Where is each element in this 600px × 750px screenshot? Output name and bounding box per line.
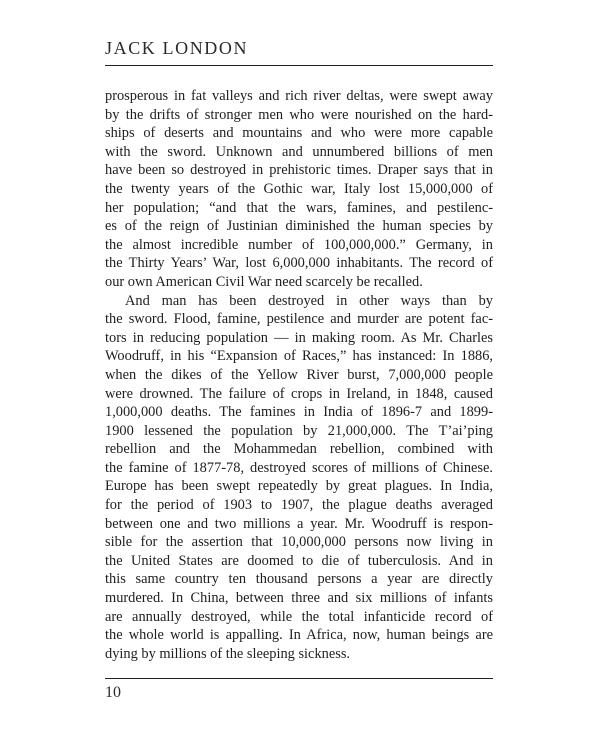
text-line: when the dikes of the Yellow River burst, 7,000,000 people xyxy=(105,366,493,383)
text-line: have been so destroyed in prehistoric times. Draper says that in xyxy=(105,162,493,179)
text-line: by the drifts of stronger men who were nourished on the hard- xyxy=(105,106,493,123)
body-text xyxy=(105,87,493,663)
text-line: Woodruff, in his “Expansion of Races,” has instanced: In 1886, xyxy=(105,348,493,365)
text-line: are annually destroyed, while the total infanticide record of xyxy=(105,608,493,625)
text-line: Europe has been swept repeatedly by great plagues. In India, xyxy=(105,478,493,495)
text-line: were drowned. The failure of crops in Ireland, in 1848, caused xyxy=(105,385,493,402)
text-line: the Thirty Years’ War, lost 6,000,000 inhabitants. The record of xyxy=(105,255,493,272)
text-line: the almost incredible number of 100,000,000.” Germany, in xyxy=(105,236,493,253)
text-line: murdered. In China, between three and six millions of infants xyxy=(105,590,493,607)
text-line: ships of deserts and mountains and who were more capable xyxy=(105,125,493,142)
text-line: the twenty years of the Gothic war, Italy lost 15,000,000 of xyxy=(105,180,493,197)
text-line: her population; “and that the wars, famines, and pestilenc- xyxy=(105,199,493,216)
paragraph-end-line: dying by millions of the sleeping sickness. xyxy=(105,645,351,662)
text-line: the whole world is appalling. In Africa, now, human beings are xyxy=(105,627,493,644)
text-line: sible for the assertion that 10,000,000 persons now living in xyxy=(105,534,493,551)
header-rule xyxy=(105,65,493,66)
text-line: prosperous in fat valleys and rich river deltas, were swept away xyxy=(105,88,493,104)
paragraph-first-line: And man has been destroyed in other ways than by xyxy=(125,292,493,309)
text-line: the sword. Flood, famine, pestilence and murder are potent fac- xyxy=(105,311,493,328)
footer-rule xyxy=(105,678,493,679)
text-line: tors in reducing population — in making room. As Mr. Charles xyxy=(105,329,493,346)
text-line: 1900 lessened the population by 21,000,000. The T’ai’ping xyxy=(105,422,493,439)
text-line: with the sword. Unknown and unnumbered billions of men xyxy=(105,143,493,160)
text-line: the famine of 1877-78, destroyed scores of millions of Chinese. xyxy=(105,459,493,476)
running-head: JACK LONDON xyxy=(105,38,249,58)
text-line: for the period of 1903 to 1907, the plague deaths averaged xyxy=(105,497,493,514)
text-line: the United States are doomed to die of tuberculosis. And in xyxy=(105,552,493,569)
text-line: rebellion and the Mohammedan rebellion, combined with xyxy=(105,441,493,458)
paragraph-end-line: our own American Civil War need scarcely be recalled. xyxy=(105,273,423,290)
text-line: between one and two millions a year. Mr. Woodruff is respon- xyxy=(105,515,493,532)
text-line: 1,000,000 deaths. The famines in India of 1896-7 and 1899- xyxy=(105,404,493,421)
text-line: this same country ten thousand persons a year are directly xyxy=(105,571,493,588)
page-number: 10 xyxy=(105,684,121,701)
text-line: es of the reign of Justinian diminished the human species by xyxy=(105,218,493,235)
